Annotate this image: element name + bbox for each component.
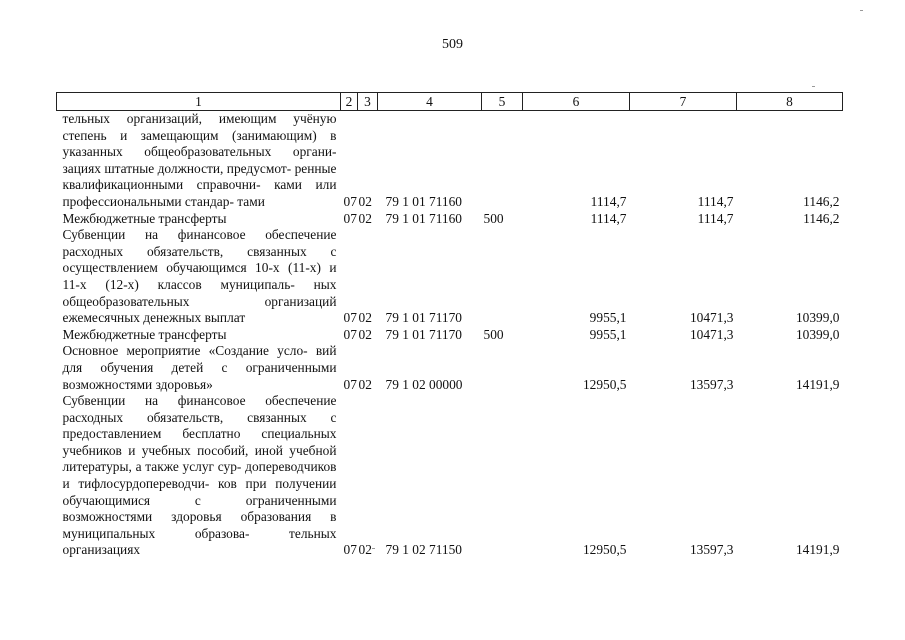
- cell-c7: 1114,7: [697, 193, 734, 209]
- cell-c6: 9955,1: [589, 326, 627, 342]
- description-line: указанных общеобразовательных органи-: [62, 144, 337, 160]
- description-line: ных общеобразовательных организаций: [62, 276, 337, 309]
- description-line: возможностями здоровья»: [62, 376, 213, 392]
- cell-c2: 07: [343, 193, 357, 209]
- description-line: учебников и учебных пособий, иной: [62, 442, 283, 458]
- table-row: [57, 227, 843, 327]
- cell-c3: 02: [358, 193, 372, 209]
- col-header-3: 3: [358, 93, 378, 111]
- cell-c8: 1146,2: [803, 210, 840, 226]
- row-description: [57, 227, 341, 327]
- cell-c2: 07: [343, 310, 357, 326]
- cell-c4: 79 1 01 71160: [385, 193, 462, 209]
- description-line: тами: [237, 193, 265, 209]
- description-line: предоставлением бесплатно специальных: [62, 426, 337, 442]
- cell-c4: 79 1 02 71150: [385, 542, 462, 558]
- cell-c7: 10471,3: [689, 326, 734, 342]
- description-line: образования в муниципальных образова-: [62, 509, 337, 541]
- description-line: Межбюджетные трансферты: [62, 326, 227, 342]
- table-row: [57, 343, 843, 393]
- cell-c3: 02: [358, 542, 372, 558]
- cell-c6: 12950,5: [582, 542, 627, 558]
- cell-c8: 14191,9: [795, 542, 840, 558]
- scan-speck: [860, 10, 863, 11]
- description-line: тельных организаций, имеющим учёную: [62, 111, 337, 126]
- table-row: [57, 393, 843, 559]
- col-header-2: 2: [341, 93, 358, 111]
- cell-c4: 79 1 01 71170: [385, 310, 462, 326]
- table-row: [57, 211, 843, 228]
- cell-c3: 02: [358, 376, 372, 392]
- cell-c7: 13597,3: [689, 376, 734, 392]
- description-line: учебной литературы, а также услуг сур-: [62, 442, 337, 475]
- cell-c2: 07: [343, 376, 357, 392]
- col-header-7: 7: [630, 93, 737, 111]
- description-line: Субвенции на финансовое обеспечение: [62, 227, 337, 243]
- cell-c7: 1114,7: [697, 210, 734, 226]
- cell-c3: 02: [358, 326, 372, 342]
- table-body: [57, 111, 843, 560]
- description-line: ками или профессиональными стандар-: [62, 177, 337, 209]
- row-description: [57, 343, 341, 393]
- description-line: допереводчиков и тифлосурдопереводчи-: [62, 459, 337, 492]
- cell-c6: 9955,1: [589, 310, 627, 326]
- cell-c2: 07: [343, 210, 357, 226]
- col-header-8: 8: [737, 93, 843, 111]
- table-row: [57, 111, 843, 211]
- cell-c7: 10471,3: [689, 310, 734, 326]
- scan-speck: [812, 86, 815, 87]
- cell-c5: [482, 111, 523, 211]
- scan-speck: [372, 548, 375, 549]
- row-description: [57, 393, 341, 559]
- cell-c4: 79 1 02 00000: [385, 376, 463, 392]
- cell-c5: 500: [483, 210, 504, 226]
- page-number: 509: [442, 37, 463, 52]
- cell-c5: [482, 393, 523, 559]
- header-row: [57, 93, 843, 111]
- cell-c8: 1146,2: [803, 193, 840, 209]
- description-line: тельных организациях: [62, 525, 337, 558]
- col-header-6: 6: [523, 93, 630, 111]
- row-description: [57, 211, 341, 228]
- table-header: [57, 93, 843, 111]
- cell-c8: 10399,0: [795, 310, 840, 326]
- description-line: ков при получении обучающимися с: [62, 476, 337, 508]
- cell-c7: 13597,3: [689, 542, 734, 558]
- cell-c6: 1114,7: [590, 210, 627, 226]
- description-line: ограниченными возможностями здоровья: [62, 492, 337, 525]
- cell-c6: 1114,7: [590, 193, 627, 209]
- cell-c4: 79 1 01 71160: [385, 210, 462, 226]
- description-line: ренные квалификационными справочни-: [62, 160, 337, 193]
- col-header-5: 5: [482, 93, 523, 111]
- cell-c2: 07: [343, 326, 357, 342]
- cell-c3: 02: [358, 210, 372, 226]
- budget-table: [56, 92, 843, 559]
- cell-c5: [482, 343, 523, 393]
- cell-c5: 500: [483, 326, 504, 342]
- description-line: Субвенции на финансовое обеспечение: [62, 393, 337, 409]
- description-line: вий для обучения детей с ограниченными: [62, 343, 337, 375]
- description-line: расходных обязательств, связанных с: [62, 243, 337, 259]
- col-header-1: 1: [57, 93, 341, 111]
- description-line: Основное мероприятие «Создание усло-: [62, 343, 308, 359]
- description-line: осуществлением обучающимся 10-х: [62, 260, 280, 276]
- description-line: (11-х) и 11-х (12-х) классов муниципаль-: [62, 260, 337, 292]
- cell-c2: 07: [343, 542, 357, 558]
- description-line: расходных обязательств, связанных с: [62, 409, 337, 425]
- cell-c8: 10399,0: [795, 326, 840, 342]
- cell-c6: 12950,5: [582, 376, 627, 392]
- description-line: ежемесячных денежных выплат: [62, 310, 246, 326]
- row-description: [57, 111, 341, 211]
- cell-c3: 02: [358, 310, 372, 326]
- col-header-4: 4: [378, 93, 482, 111]
- row-description: [57, 327, 341, 344]
- description-line: степень и замещающим (занимающим) в: [62, 127, 337, 143]
- cell-c4: 79 1 01 71170: [385, 326, 462, 342]
- table-row: [57, 327, 843, 344]
- cell-c5: [482, 227, 523, 327]
- description-line: Межбюджетные трансферты: [62, 210, 227, 226]
- description-line: зациях штатные должности, предусмот-: [62, 160, 292, 176]
- cell-c8: 14191,9: [795, 376, 840, 392]
